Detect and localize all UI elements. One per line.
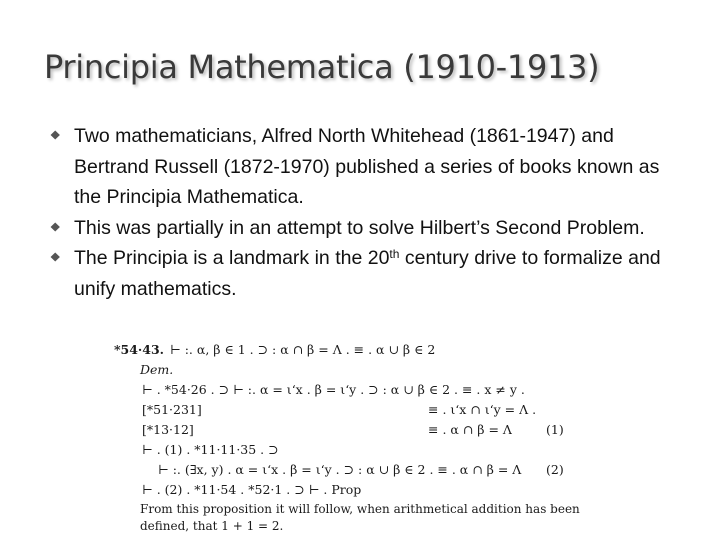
proof-excerpt-image: [100, 336, 620, 536]
bullet-text: This was partially in an attempt to solve Hilbert’s Second Problem.: [74, 216, 645, 239]
bullet-text-end: century drive to formalize and unify mathematics.: [74, 247, 661, 300]
bullet-item: [50, 213, 690, 244]
proof-footer-line: From this proposition it will follow, when arithmetical addition has been: [140, 502, 580, 516]
proof-statement: ⊢ :. α, β ∈ 1 . ⊃ : α ∩ β = Λ . ≡ . α ∪ β ∈ 2: [170, 342, 436, 357]
bullet-item: [50, 121, 690, 213]
proof-line: ⊢ . (2) . *11·54 . *52·1 . ⊃ ⊢ . Prop: [142, 482, 362, 497]
slide-title: Principia Mathematica (1910-1913): [44, 48, 600, 86]
proof-line: ⊢ . *54·26 . ⊃ ⊢ :. α = ι‘x . β = ι‘y . ⊃ : α ∪ β ∈ 2 . ≡ . x ≠ y .: [142, 382, 525, 397]
proof-label: *54·43.: [114, 342, 165, 357]
bullet-text-start: The Principia is a landmark in the 20: [74, 247, 390, 269]
proof-dem-label: Dem.: [140, 362, 174, 377]
proof-footer-line: defined, that 1 + 1 = 2.: [140, 519, 284, 533]
proof-line: ⊢ :. (∃x, y) . α = ι‘x . β = ι‘y . ⊃ : α ∪ β ∈ 2 . ≡ . α ∩ β = Λ: [158, 462, 522, 477]
bullet-marker-icon: ⯁: [50, 128, 61, 143]
bullet-marker-icon: ⯁: [50, 250, 61, 265]
bullet-item: [50, 243, 690, 304]
proof-line-tag: (1): [546, 422, 564, 437]
proof-line: ⊢ . (1) . *11·11·35 . ⊃: [142, 442, 279, 457]
bullet-marker-icon: ⯁: [50, 219, 61, 235]
proof-line-ref: [*13·12]: [142, 422, 194, 437]
bullet-text: Two mathematicians, Alfred North Whitehead (1861-1947) and Bertrand Russell (1872-1970) published a series of books known as the Principia Mathematica.: [74, 125, 660, 208]
proof-line-result: ≡ . α ∩ β = Λ: [428, 422, 512, 437]
proof-line-result: ≡ . ι‘x ∩ ι‘y = Λ .: [428, 402, 537, 417]
proof-line-tag: (2): [546, 462, 564, 477]
bullet-list: [50, 121, 690, 304]
proof-line-ref: [*51·231]: [142, 402, 202, 417]
bullet-superscript: th: [389, 247, 400, 261]
